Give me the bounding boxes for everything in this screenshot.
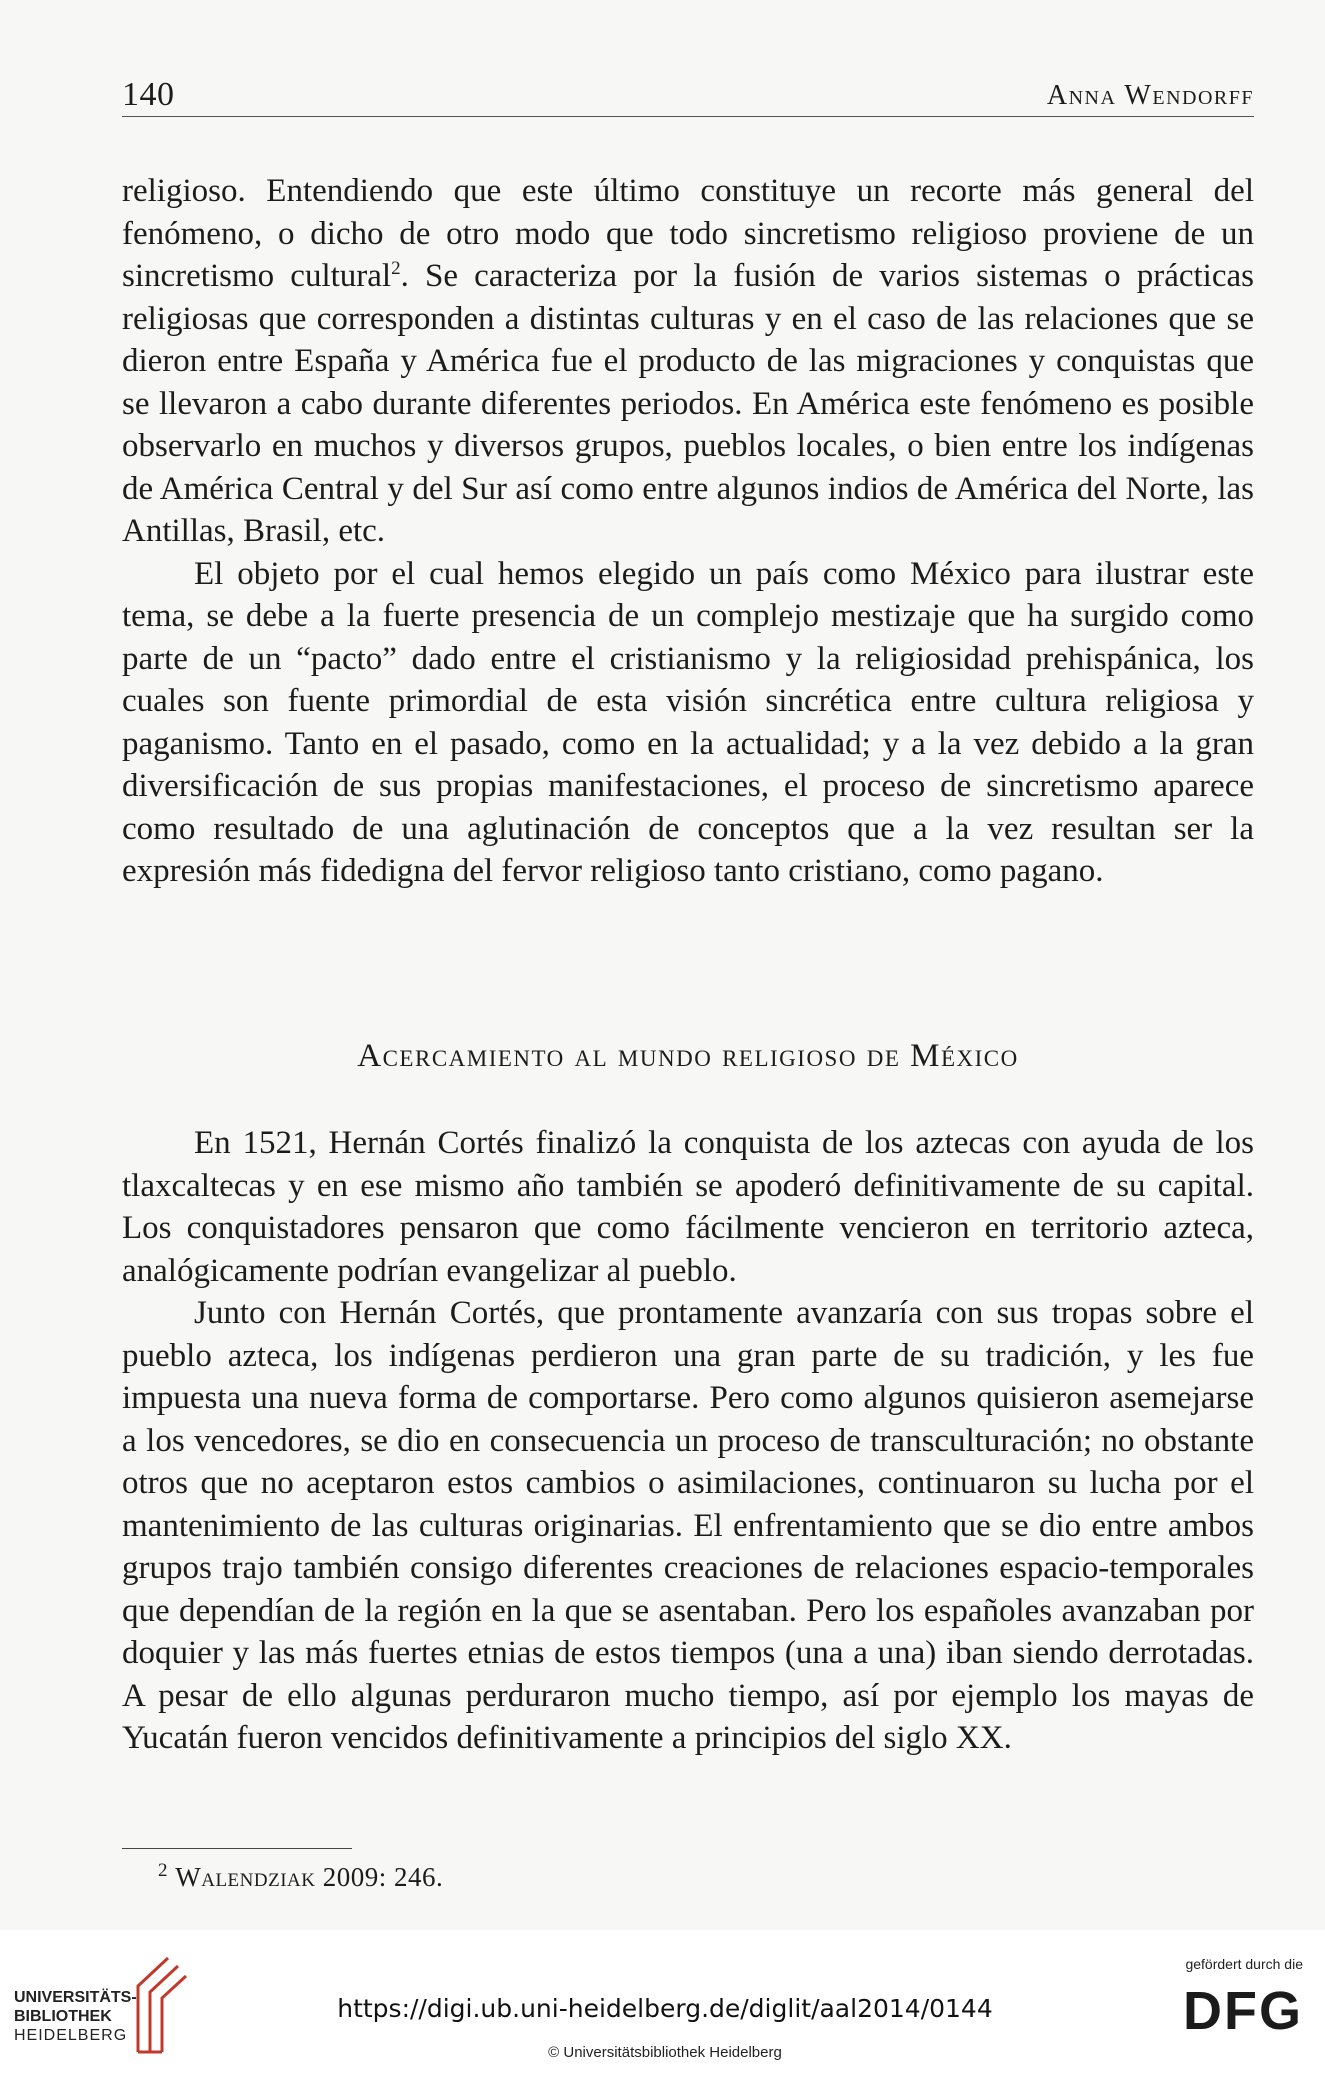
footnote <box>158 1862 443 1893</box>
footnote-reference[interactable]: 2 <box>391 258 401 279</box>
library-mark-icon <box>134 1952 194 2056</box>
copyright-notice: © Universitätsbibliothek Heidelberg <box>548 2044 782 2061</box>
paragraph: En 1521, Hernán Cortés finalizó la conquista de los aztecas con ayuda de los tlaxcaltecas y en ese mismo año también se apoderó definitivamente de su capital. Los conquistadores pensaron que como fácilmente vencieron en territorio azteca, analógicamente podrían evangelizar al pueblo. <box>122 1125 1254 1289</box>
permalink[interactable]: https://digi.ub.uni-heidelberg.de/diglit/aal2014/0144 <box>337 1994 993 2023</box>
ub-heidelberg-logo-icon[interactable] <box>14 1950 214 2060</box>
page-number: 140 <box>122 76 175 113</box>
body-text-upper <box>122 170 1254 893</box>
library-name-line: UNIVERSITÄTS- <box>14 1989 137 2006</box>
paragraph-text: . Se caracteriza por la fusión de varios sistemas o prácticas religiosas que corresponden a distintas culturas y en el caso de las relaciones que se dieron entre España y América fue el producto de las migraciones y conquistas que se llevaron a cabo durante diferentes periodos. En América este fenómeno es posible observarlo en muchos y diversos grupos, pueblos locales, o bien entre los indígenas de América Central y del Sur así como entre algunos indios de América del Norte, las Antillas, Brasil, etc. <box>122 258 1254 549</box>
paragraph <box>122 170 1254 553</box>
paragraph: Junto con Hernán Cortés, que prontamente avanzaría con sus tropas sobre el pueblo azteca, los indígenas perdieron una gran parte de su tradición, y les fue impuesta una nueva forma de comportarse. Pero como algunos quisieron asemejarse a los vencedores, se dio en consecuencia un proceso de transculturación; no obstante otros que no aceptaron estos cambios o asimilaciones, continuaron su lucha por el mantenimiento de las culturas originarias. El enfrentamiento que se dio entre ambos grupos trajo también consigo diferentes creaciones de relaciones espacio-temporales que dependían de la región en la que se asentaban. Pero los españoles avanzaban por doquier y las más fuertes etnias de estos tiempos (una a una) iban siendo derrotadas. A pesar de ello algunas perduraron mucho tiempo, así por ejemplo los mayas de Yucatán fueron vencidos definitivamente a principios del siglo XX. <box>122 1295 1254 1756</box>
footnote-author: Walendziak <box>175 1862 316 1892</box>
funding-label: gefördert durch die <box>1185 1956 1303 1972</box>
digitization-footer <box>0 1930 1325 2075</box>
section-heading: Acercamiento al mundo religioso de México <box>357 1038 1019 1074</box>
running-head-author: Anna Wendorff <box>1046 80 1254 111</box>
running-head <box>122 72 1254 117</box>
body-text-lower <box>122 1122 1254 1760</box>
library-name-line: HEIDELBERG <box>14 2027 128 2044</box>
footnote-number: 2 <box>158 1860 168 1881</box>
dfg-logo-icon[interactable]: DFG <box>1183 1981 1303 2041</box>
library-name-line: BIBLIOTHEK <box>14 2008 112 2025</box>
footnote-divider <box>122 1848 352 1849</box>
footnote-reference-text: 2009: 246. <box>322 1862 444 1892</box>
paragraph: El objeto por el cual hemos elegido un país como México para ilustrar este tema, se debe a la fuerte presencia de un complejo mestizaje que ha surgido como parte de un “pacto” dado entre el cristianismo y la religiosidad prehispánica, los cuales son fuente primordial de esta visión sincrética entre cultura religiosa y paganismo. Tanto en el pasado, como en la actualidad; y a la vez debido a la gran diversificación de sus propias manifestaciones, el proceso de sincretismo aparece como resultado de una aglutinación de conceptos que a la vez resultan ser la expresión más fidedigna del fervor religioso tanto cristiano, como pagano. <box>122 555 1254 889</box>
library-name <box>14 1988 137 2045</box>
paragraph-text: religioso. Entendiendo que este último constituye un recorte más general del fenómeno, o dicho de otro modo que todo sincretismo religioso proviene de un sincretismo cultural <box>122 173 1254 294</box>
